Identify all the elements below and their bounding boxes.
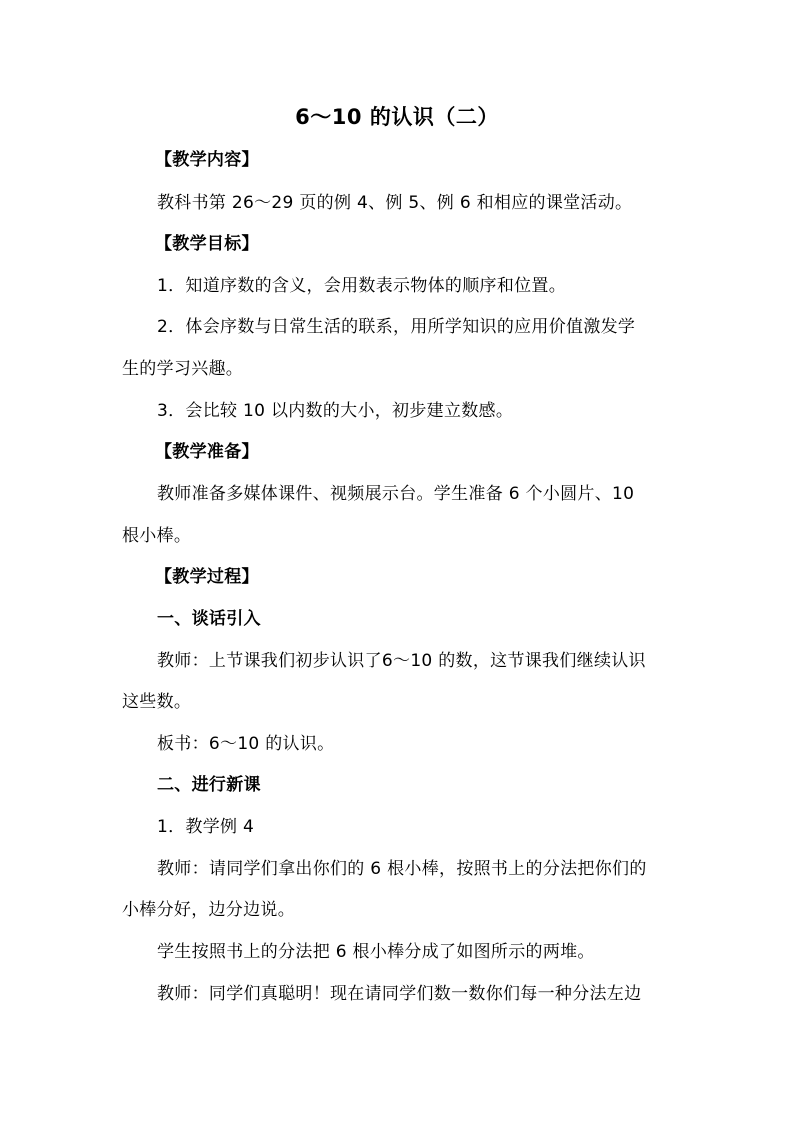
paragraph-line: 教师：请同学们拿出你们的 6 根小棒，按照书上的分法把你们的 xyxy=(157,859,647,879)
section-heading-process: 【教学过程】 xyxy=(155,567,259,587)
paragraph-line: 小棒分好，边分边说。 xyxy=(122,900,295,920)
paragraph-line: 生的学习兴趣。 xyxy=(122,359,244,379)
paragraph-line: 教科书第 26～29 页的例 4、例 5、例 6 和相应的课堂活动。 xyxy=(157,193,633,213)
section-heading-preparation: 【教学准备】 xyxy=(155,442,259,462)
subheading-introduction: 一、谈话引入 xyxy=(157,609,261,629)
document-title: 6～10 的认识（二） xyxy=(295,105,499,129)
paragraph-line: 板书：6～10 的认识。 xyxy=(157,734,335,754)
paragraph-line: 1．教学例 4 xyxy=(157,817,255,837)
paragraph-line: 3．会比较 10 以内数的大小，初步建立数感。 xyxy=(157,401,514,421)
paragraph-line: 根小棒。 xyxy=(122,526,192,546)
section-heading-goals: 【教学目标】 xyxy=(155,234,259,254)
paragraph-line: 这些数。 xyxy=(122,692,192,712)
paragraph-line: 1．知道序数的含义，会用数表示物体的顺序和位置。 xyxy=(157,276,567,296)
subheading-new-lesson: 二、进行新课 xyxy=(157,775,261,795)
paragraph-line: 教师准备多媒体课件、视频展示台。学生准备 6 个小圆片、10 xyxy=(157,484,635,504)
paragraph-line: 2．体会序数与日常生活的联系，用所学知识的应用价值激发学 xyxy=(157,317,636,337)
section-heading-content: 【教学内容】 xyxy=(155,150,259,170)
paragraph-line: 教师：同学们真聪明！现在请同学们数一数你们每一种分法左边 xyxy=(157,984,642,1004)
paragraph-line: 学生按照书上的分法把 6 根小棒分成了如图所示的两堆。 xyxy=(157,942,595,962)
paragraph-line: 教师：上节课我们初步认识了6～10 的数，这节课我们继续认识 xyxy=(157,651,646,671)
